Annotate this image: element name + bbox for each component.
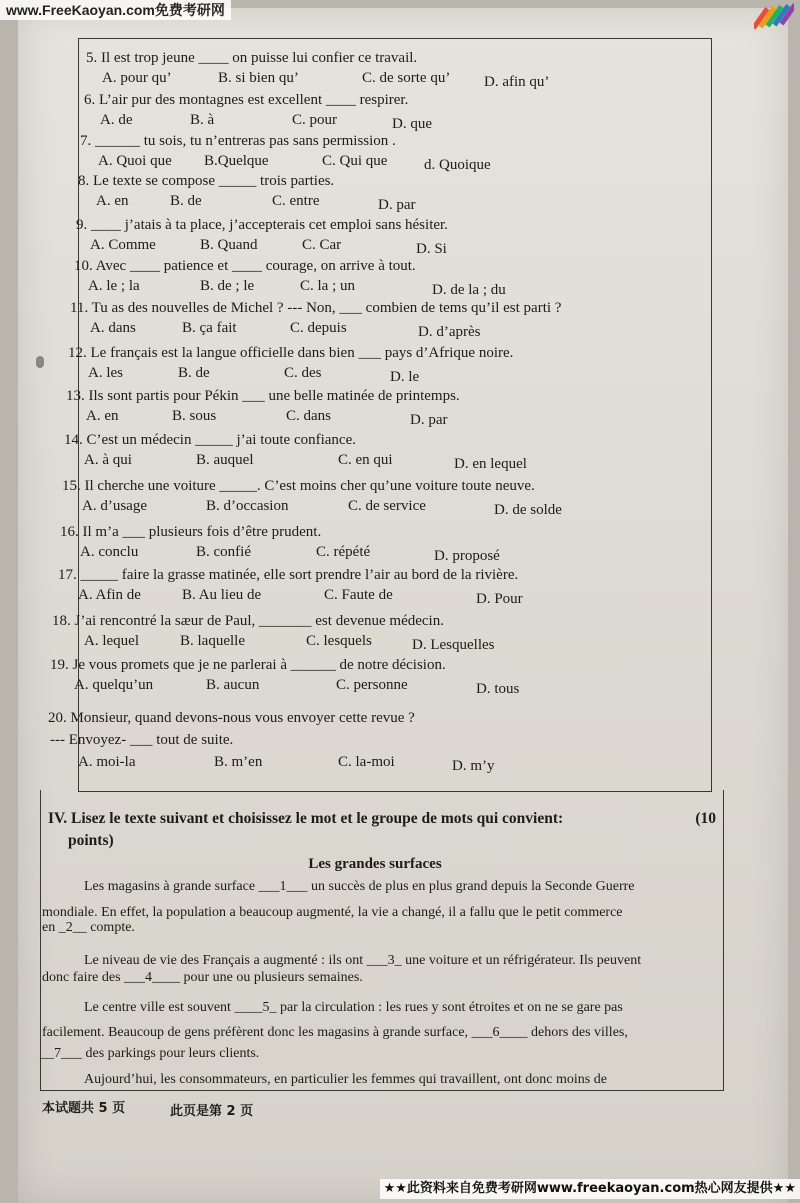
question-stem: 13. Ils sont partis pour Pékin ___ une belle matinée de printemps. <box>66 388 460 404</box>
answer-option: A. conclu <box>80 544 139 560</box>
answer-option: D. le <box>390 369 420 385</box>
question-stem: 6. L’air pur des montagnes est excellent ____ respirer. <box>84 92 409 108</box>
footer-total-pages: 本试题共 5 页 <box>42 1101 126 1116</box>
answer-option: D. m’y <box>452 758 495 774</box>
answer-option: D. proposé <box>434 548 500 564</box>
answer-option: B. de ; le <box>200 278 255 294</box>
answer-option: B. de <box>178 365 210 381</box>
colored-pencils-logo-icon <box>754 2 794 34</box>
answer-option: B. laquelle <box>180 633 245 649</box>
answer-option: B.Quelque <box>204 153 269 169</box>
answer-option: C. répété <box>316 544 371 560</box>
site-watermark-bottom: ★★此资料来自免费考研网www.freekaoyan.com热心网友提供★★ <box>380 1179 800 1199</box>
question-stem: 12. Le français est la langue officielle dans bien ___ pays d’Afrique noire. <box>68 345 514 361</box>
question-stem: 16. Il m’a ___ plusieurs fois d’être prudent. <box>60 524 322 540</box>
answer-option: C. Car <box>302 237 342 253</box>
answer-option: A. les <box>88 365 123 381</box>
answer-option: A. de <box>100 112 133 128</box>
answer-option: B. de <box>170 193 202 209</box>
answer-option: A. Comme <box>90 237 156 253</box>
answer-option: A. moi-la <box>78 754 136 770</box>
answer-option: B. confié <box>196 544 251 560</box>
reading-text-title: Les grandes surfaces <box>308 856 442 872</box>
question-stem: 9. ____ j’atais à ta place, j’accepterais cet emploi sans hésiter. <box>76 217 448 233</box>
section-iv-points-cont: points) <box>68 832 114 849</box>
reading-line: Les magasins à grande surface ___1___ un succès de plus en plus grand depuis la Seconde Guerre <box>84 879 635 894</box>
answer-option: A. à qui <box>84 452 132 468</box>
question-stem: 17. _____ faire la grasse matinée, elle sort prendre l’air au bord de la rivière. <box>58 567 519 583</box>
answer-option: C. des <box>284 365 322 381</box>
answer-option: B. si bien qu’ <box>218 70 299 86</box>
answer-option: D. de la ; du <box>432 282 506 298</box>
section-iv-instruction: IV. Lisez le texte suivant et choisissez le mot et le groupe de mots qui convient: <box>48 810 564 827</box>
answer-option: D. de solde <box>494 502 562 518</box>
binding-hole <box>36 356 44 368</box>
question-stem: 8. Le texte se compose _____ trois parties. <box>78 173 335 189</box>
answer-option: B. m’en <box>214 754 263 770</box>
answer-option: D. par <box>410 412 448 428</box>
site-watermark-top: www.FreeKaoyan.com免费考研网 <box>0 0 231 20</box>
answer-option: D. tous <box>476 681 520 697</box>
answer-option: C. entre <box>272 193 320 209</box>
answer-option: C. en qui <box>338 452 393 468</box>
answer-option: B. à <box>190 112 215 128</box>
answer-option: C. lesquels <box>306 633 372 649</box>
answer-option: C. la ; un <box>300 278 355 294</box>
answer-option: B. ça fait <box>182 320 237 336</box>
answer-option: A. Quoi que <box>98 153 172 169</box>
question-stem: 7. ______ tu sois, tu n’entreras pas sans permission . <box>80 133 396 149</box>
reading-line: Le centre ville est souvent ____5_ par la circulation : les rues y sont étroites et on ne se gare pas <box>84 1000 623 1015</box>
answer-option: C. Qui que <box>322 153 388 169</box>
answer-option: A. quelqu’un <box>74 677 154 693</box>
reading-line: Le niveau de vie des Français a augmenté : ils ont ___3_ une voiture et un réfrigérateur. Ils peuvent <box>84 953 642 968</box>
question-stem: 19. Je vous promets que je ne parlerai à ______ de notre décision. <box>50 657 446 673</box>
reading-line: Aujourd’hui, les consommateurs, en particulier les femmes qui travaillent, ont donc moins de <box>84 1072 607 1087</box>
section-iv-title <box>48 808 716 852</box>
answer-option: C. personne <box>336 677 408 693</box>
answer-option: C. la-moi <box>338 754 395 770</box>
answer-option: A. le ; la <box>88 278 140 294</box>
question-stem: 15. Il cherche une voiture _____. C’est moins cher qu’une voiture toute neuve. <box>62 478 535 494</box>
answer-option: A. en <box>96 193 129 209</box>
answer-option: B. d’occasion <box>206 498 289 514</box>
answer-option: A. dans <box>90 320 136 336</box>
reading-line: mondiale. En effet, la population a beaucoup augmenté, la vie a changé, il a fallu que le petit commerce <box>42 905 623 920</box>
answer-option: d. Quoique <box>424 157 491 173</box>
answer-option: B. Quand <box>200 237 258 253</box>
question-stem: 10. Avec ____ patience et ____ courage, on arrive à tout. <box>74 258 416 274</box>
question-stem: 11. Tu as des nouvelles de Michel ? --- Non, ___ combien de tems qu’il est parti ? <box>70 300 562 316</box>
answer-option: C. de sorte qu’ <box>362 70 451 86</box>
answer-option: C. depuis <box>290 320 347 336</box>
question-stem: 20. Monsieur, quand devons-nous vous envoyer cette revue ? <box>48 710 415 726</box>
reading-line: en _2__ compte. <box>42 920 135 935</box>
reading-line: facilement. Beaucoup de gens préfèrent donc les magasins à grande surface, ___6____ dehors des villes, <box>42 1025 628 1040</box>
question-stem: 5. Il est trop jeune ____ on puisse lui confier ce travail. <box>86 50 418 66</box>
answer-option: C. de service <box>348 498 426 514</box>
answer-option: D. Pour <box>476 591 523 607</box>
answer-option: C. dans <box>286 408 331 424</box>
answer-option: A. en <box>86 408 119 424</box>
answer-option: D. Lesquelles <box>412 637 495 653</box>
answer-option: B. Au lieu de <box>182 587 262 603</box>
answer-option: D. afin qu’ <box>484 74 550 90</box>
answer-option: A. Afin de <box>78 587 141 603</box>
answer-option: D. par <box>378 197 416 213</box>
section-iv-points: (10 <box>695 810 716 827</box>
question-stem: 14. C’est un médecin _____ j’ai toute confiance. <box>64 432 356 448</box>
answer-option: A. lequel <box>84 633 139 649</box>
answer-option: D. Si <box>416 241 447 257</box>
answer-option: C. pour <box>292 112 337 128</box>
answer-option: B. aucun <box>206 677 260 693</box>
reading-line: donc faire des ___4____ pour une ou plusieurs semaines. <box>42 970 363 985</box>
answer-option: C. Faute de <box>324 587 393 603</box>
question-stem: 18. J’ai rencontré la sæur de Paul, _______ est devenue médecin. <box>52 613 444 629</box>
answer-option: D. d’après <box>418 324 481 340</box>
footer-page-number: 此页是第 2 页 <box>170 1104 254 1119</box>
answer-option: D. que <box>392 116 432 132</box>
answer-option: B. auquel <box>196 452 254 468</box>
reading-line: __7___ des parkings pour leurs clients. <box>40 1046 260 1061</box>
answer-option: A. d’usage <box>82 498 147 514</box>
answer-option: B. sous <box>172 408 217 424</box>
answer-option: D. en lequel <box>454 456 527 472</box>
question-stem-cont: --- Envoyez- ___ tout de suite. <box>50 732 234 748</box>
answer-option: A. pour qu’ <box>102 70 172 86</box>
